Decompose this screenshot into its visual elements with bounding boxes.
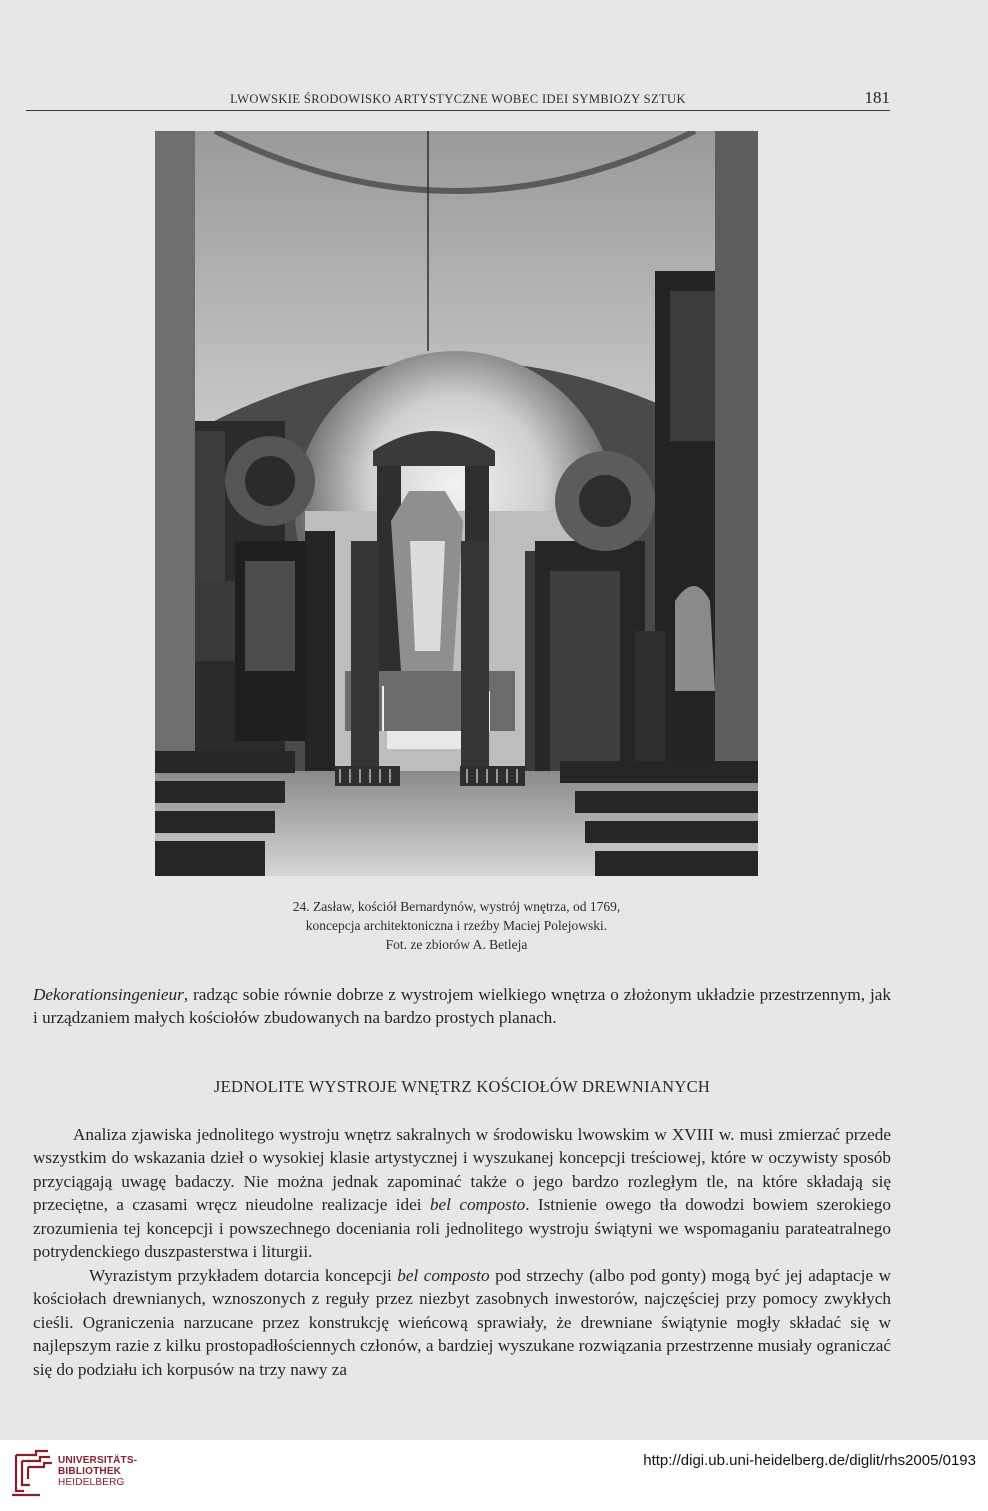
section-heading: JEDNOLITE WYSTROJE WNĘTRZ KOŚCIOŁÓW DREWNIANYCH — [213, 1077, 711, 1096]
paragraph-text: Wyrazistym przykładem dotarcia koncepcji — [89, 1266, 398, 1285]
library-name-line: UNIVERSITÄTS- — [58, 1455, 138, 1466]
library-name — [58, 1455, 137, 1488]
caption-line: 24. Zasław, kościół Bernardynów, wystrój wnętrza, od 1769, — [292, 899, 621, 914]
running-header — [26, 88, 890, 111]
paragraph-text: pod strzechy (albo pod gonty) mogą być jej adaptacje w kościołach drewnianych, wznoszonych z reguły przez niezbyt zasobnych inwestorów, najczęściej przy pomocy zwykłych cieśli. Ograniczenia narzucane przez konstrukcję wieńcową sprawiały, że drewniane świątynie mogły składać się w najlepszym razie z kilku prostopadłościennych członów, a bardziej wyszukane rozwiązania przestrzenne musiały ograniczać się do podziału ich korpusów na trzy nawy za — [33, 1266, 891, 1379]
library-name-line: HEIDELBERG — [58, 1477, 125, 1488]
running-title: LWOWSKIE ŚRODOWISKO ARTYSTYCZNE WOBEC IDEI SYMBIOZY SZTUK — [230, 92, 686, 106]
library-logo-icon — [10, 1447, 54, 1497]
page-number: 181 — [864, 88, 890, 107]
paragraph-text: , radząc sobie równie dobrze z wystrojem wielkiego wnętrza o złożonym układzie przestrzennym, jak i urządzaniem małych kościołów zbudowanych na bardzo prostych planach. — [33, 985, 891, 1028]
source-url-link[interactable]: http://digi.ub.uni-heidelberg.de/diglit/rhs2005/0193 — [643, 1452, 976, 1469]
paragraph-text: Analiza zjawiska jednolitego wystroju wnętrz sakralnych w środowisku lwowskim w XVIII w. musi zmierzać przede wszystkim do wskazania dzieł o wysokiej klasie artystycznej i wyszukanej koncepcji treściowej, które w oczywisty sposób przyciągają uwagę badaczy. Nie można jednak zapominać także o jego bardzo rozległym tle, na które składają się przeciętne, a czasami wręcz nieudolne realizacje idei — [33, 1125, 891, 1215]
paragraph — [33, 1264, 891, 1381]
paragraph — [33, 983, 891, 1030]
library-name-line: BIBLIOTHEK — [58, 1466, 122, 1477]
italic-term: Dekorationsingenieur — [33, 985, 184, 1004]
figure-caption — [155, 897, 758, 954]
paragraph-text: . Istnienie owego tła dowodzi bowiem szerokiego zrozumienia tej koncepcji i powszechnego doceniania roli jednolitego wystroju świątyni we wspomaganiu parateatralnego potrydenckiego duszpasterstwa i liturgii. — [33, 1195, 891, 1262]
church-interior-photo — [155, 131, 758, 876]
caption-line: koncepcja architektoniczna i rzeźby Maciej Polejowski. — [305, 918, 608, 933]
digitization-footer — [0, 1440, 988, 1511]
italic-term: bel composto — [397, 1266, 490, 1285]
italic-term: bel composto — [429, 1195, 526, 1215]
paragraph — [33, 1123, 891, 1263]
caption-line: Fot. ze zbiorów A. Betleja — [385, 937, 528, 952]
